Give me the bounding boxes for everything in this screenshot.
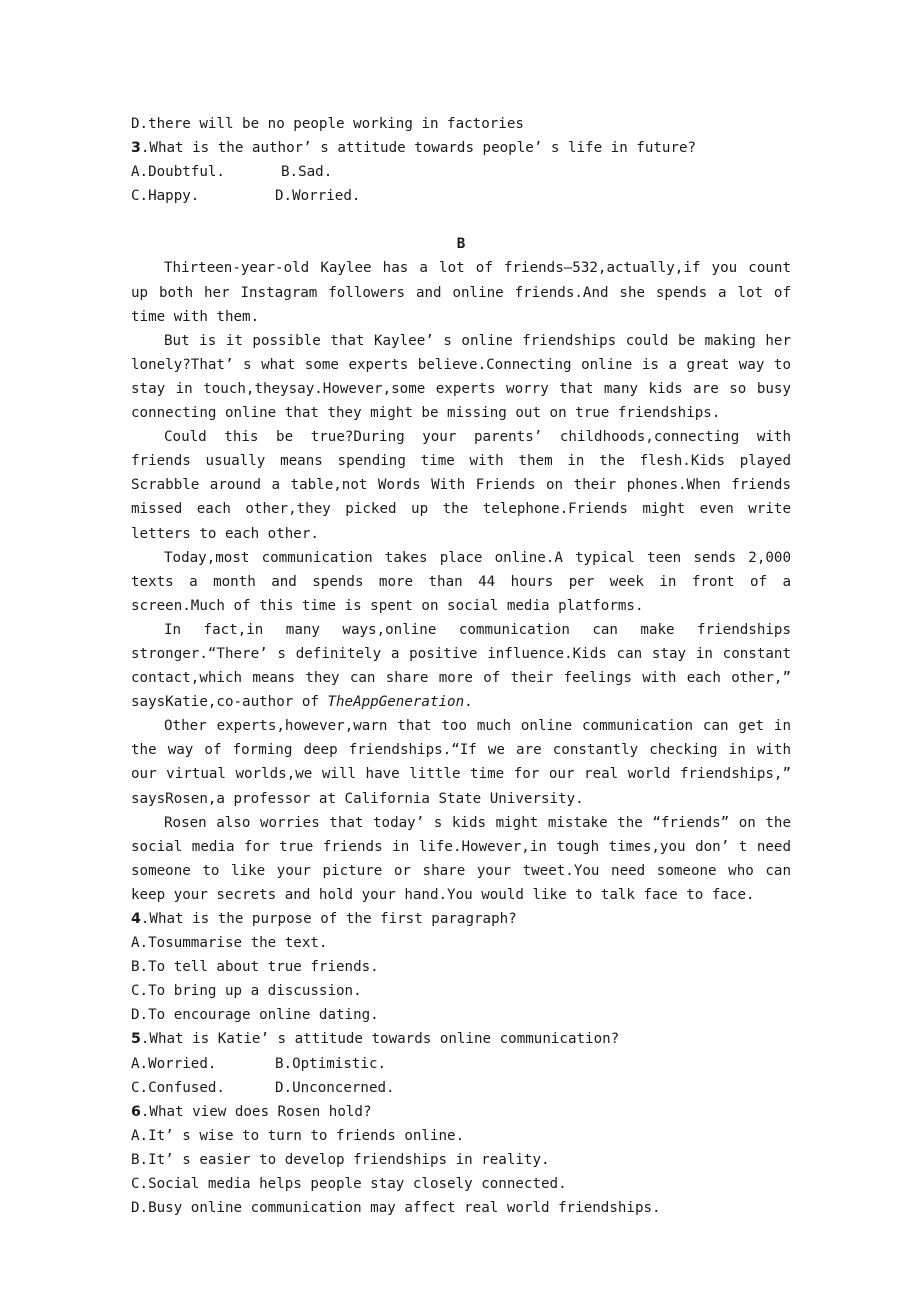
question-3 [131,136,791,160]
option-a: A.Worried. [131,1055,217,1072]
section-heading: B [456,236,466,253]
paragraph-1: Thirteen-year-old Kaylee has a lot of friends—532,actually,if you count up both her Instagram followers and online friends.And she spends a lot of time with them. [131,260,791,325]
question-5 [131,1027,791,1051]
question-6 [131,1100,791,1124]
question-5-options-row-2 [131,1076,791,1100]
option-b: B.Sad. [281,164,333,181]
paragraph-5-end: . [464,694,473,711]
prev-option-d: D.there will be no people working in factories [131,116,524,132]
question-text: .What is Katie’ s attitude towards online communication? [140,1031,620,1048]
paragraph-5-text: In fact,in many ways,online communication can make friendships stronger.“There’ s definitely a positive influence.Kids can stay in constant contact,which means they can share more of their feelings with each other,” saysKatie,co-author of [131,621,791,711]
option-a: A.Doubtful. [131,164,225,181]
question-4 [131,907,791,931]
question-number: 5 [131,1031,141,1048]
question-3-options-row-1 [131,160,791,184]
option-b: B.Optimistic. [275,1055,387,1072]
document-page [131,112,791,1220]
question-text: .What is the author’ s attitude towards people’ s life in future? [140,140,697,157]
paragraph-2: But is it possible that Kaylee’ s online friendships could be making her lonely?That’ s what some experts believe.Connecting online is a great way to stay in touch,theysay.However,some experts worry that many kids are so busy connecting online that they might be missing out on true friendships. [131,332,791,422]
question-5-options-row-1 [131,1052,791,1076]
paragraph-6: Other experts,however,warn that too much online communication can get in the way of forming deep friendships.“If we are constantly checking in with our virtual worlds,we will have little time for our real world friendships,” saysRosen,a professor at California State University. [131,718,791,807]
option-d: D.To encourage online dating. [131,1007,379,1024]
question-number: 4 [131,911,141,927]
question-text: .What is the purpose of the first paragraph? [140,911,517,927]
option-c: C.Social media helps people stay closely connected. [131,1176,567,1193]
book-title: TheAppGeneration [327,694,465,711]
question-number: 6 [131,1103,141,1120]
question-3-options-row-2 [131,184,791,208]
paragraph-3: Could this be true?During your parents’ childhoods,connecting with friends usually means spending time with them in the flesh.Kids played Scrabble around a table,not Words With Friends on their phones.When friends missed each other,they picked up the telephone.Friends might even write letters to each other. [131,429,791,542]
option-a: A.Tosummarise the text. [131,935,328,952]
option-d: D.Worried. [275,188,361,205]
option-c: C.Confused. [131,1079,225,1096]
question-text: .What view does Rosen hold? [140,1103,372,1120]
option-a: A.It’ s wise to turn to friends online. [131,1127,465,1144]
option-c: C.To bring up a discussion. [131,983,362,1000]
paragraph-5 [131,618,791,714]
option-c: C.Happy. [131,188,200,205]
paragraph-4: Today,most communication takes place online.A typical teen sends 2,000 texts a month and spends more than 44 hours per week in front of a screen.Much of this time is spent on social media platforms. [131,549,791,614]
option-b: B.To tell about true friends. [131,959,379,976]
option-b: B.It’ s easier to develop friendships in reality. [131,1151,550,1168]
option-d: D.Unconcerned. [275,1079,395,1096]
paragraph-7: Rosen also worries that today’ s kids might mistake the “friends” on the social media for true friends in life.However,in tough times,you don’ t need someone to like your picture or share your tweet.You need someone who can keep your secrets and hold your hand.You would like to talk face to face. [131,814,791,903]
passage-body [131,256,791,907]
option-d: D.Busy online communication may affect real world friendships. [131,1200,661,1217]
question-number: 3 [131,140,141,157]
